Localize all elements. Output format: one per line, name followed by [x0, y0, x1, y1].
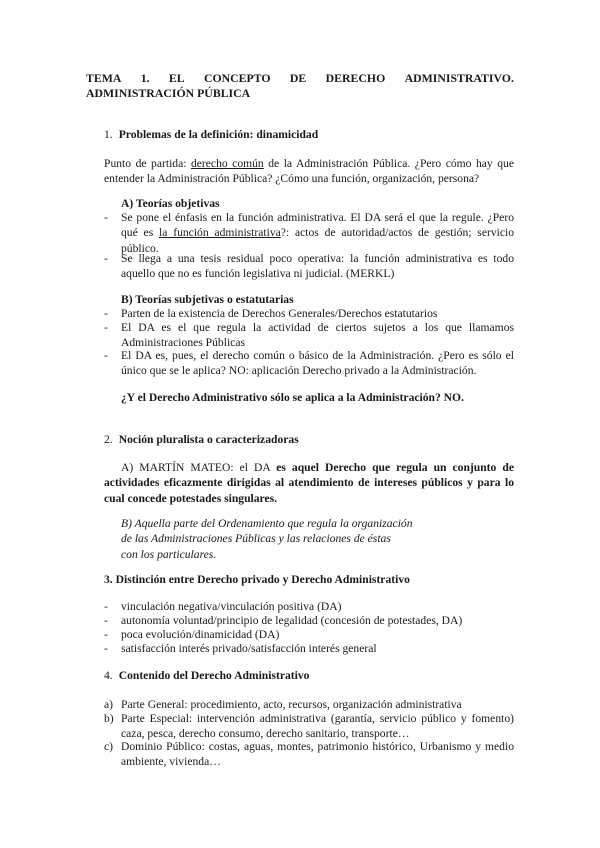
dash-marker: -: [104, 628, 108, 641]
list-marker: c): [104, 740, 114, 753]
section-2-definition-a: [104, 460, 514, 506]
section-number: 2.: [104, 433, 113, 446]
title-word: DERECHO: [325, 71, 386, 85]
section-1-intro: [104, 156, 514, 187]
list-marker: a): [104, 698, 114, 711]
list-item: [104, 641, 514, 656]
dash-marker: -: [104, 252, 108, 265]
definition-a-bold: es aquel Derecho que regula un conjunto de actividades eficazmente dirigidas al atendimiento de intereses públicos y para lo cual concede potestades singulares.: [104, 461, 514, 505]
dash-marker: -: [104, 642, 108, 655]
section-title: Contenido del Derecho Administrativo: [118, 669, 310, 682]
document-title: [86, 71, 514, 102]
list-item-text: El DA es, pues, el derecho común o básico de la Administración. ¿Pero es sólo el único que se le aplica? NO: aplicación Derecho privado a la Administración.: [121, 349, 514, 378]
subheading-teorias-objetivas: A) Teorías objetivas: [121, 197, 220, 210]
list-item-text: vinculación negativa/vinculación positiva (DA): [121, 600, 342, 613]
list-item-text: Se pone el énfasis en la función administrativa. El DA será el que la regule. ¿Pero qué es la función administrativa?: actos de autoridad/actos de gestión; servicio público.: [121, 211, 515, 255]
list-item: [104, 306, 514, 321]
title-line-2: ADMINISTRACIÓN PÚBLICA: [86, 86, 251, 101]
dash-marker: -: [104, 349, 108, 362]
list-item-text: Se llega a una tesis residual poco operativa: la función administrativa es todo aquello que no es función legislativa ni judicial. (MERKL): [121, 252, 514, 281]
list-item: [104, 627, 514, 642]
list-item: [104, 348, 514, 379]
intro-text: Punto de partida:: [104, 157, 191, 170]
subheading-teorias-subjetivas: B) Teorías subjetivas o estatutarias: [121, 293, 294, 306]
definition-b-line: de las Administraciones Públicas y las relaciones de éstas: [121, 532, 391, 546]
intro-text-rest: de la Administración Pública. ¿Pero cómo hay que entender la Administración Pública? ¿Cómo una función, organización, persona?: [104, 157, 514, 186]
list-item-text: poca evolución/dinamicidad (DA): [121, 628, 280, 641]
dash-marker: -: [104, 211, 108, 224]
title-word: EL: [168, 71, 185, 85]
list-item-text: satisfacción interés privado/satisfacción interés general: [121, 642, 377, 655]
dash-marker: -: [104, 321, 108, 334]
dash-marker: -: [104, 600, 108, 613]
section-title: Problemas de la definición: dinamicidad: [118, 128, 319, 141]
list-item-text: El DA es el que regula la actividad de ciertos sujetos a los que llamamos Administraciones Públicas: [121, 321, 514, 350]
list-item: [104, 613, 514, 628]
intro-underlined: derecho común: [190, 157, 264, 170]
section-number: 1.: [104, 128, 113, 141]
list-item: [104, 320, 514, 351]
list-marker: b): [104, 712, 114, 725]
title-word: 1.: [140, 71, 150, 85]
section-title: Noción pluralista o caracterizadoras: [118, 433, 299, 446]
list-item: [104, 251, 514, 282]
list-item-text: autonomía voluntad/principio de legalidad (concesión de potestades, DA): [121, 614, 463, 627]
title-line-1: [86, 71, 514, 86]
section-2-heading: [104, 432, 299, 447]
title-word: ADMINISTRATIVO.: [404, 71, 514, 85]
section-1-question: ¿Y el Derecho Administrativo sólo se aplica a la Administración? NO.: [121, 391, 464, 404]
title-word: CONCEPTO: [203, 71, 271, 85]
list-item-text: Parten de la existencia de Derechos Generales/Derechos estatutarios: [121, 307, 438, 320]
section-number: 4.: [104, 669, 113, 682]
definition-a-lead: A) MARTÍN MATEO: el DA: [121, 461, 277, 474]
list-item-text: Parte Especial: intervención administrativa (garantía, servicio público y fomento) caza, pesca, derecho consumo, derecho sanitario, transporte…: [121, 712, 514, 741]
title-word: DE: [289, 71, 307, 85]
section-1-heading: [104, 127, 318, 142]
definition-b-line: B) Aquella parte del Ordenamiento que regula la organización: [121, 517, 413, 530]
list-item: [104, 210, 514, 256]
list-item: [104, 697, 514, 712]
list-item-text: Parte General: procedimiento, acto, recursos, organización administrativa: [121, 698, 462, 711]
title-word: TEMA: [86, 71, 122, 85]
list-item-text: Dominio Público: costas, aguas, montes, patrimonio histórico, Urbanismo y medio ambiente, vivienda…: [121, 740, 514, 769]
list-item: [104, 711, 514, 742]
dash-marker: -: [104, 614, 108, 627]
list-item: [104, 599, 514, 614]
list-item: [104, 739, 514, 770]
section-2-definition-b: [121, 516, 413, 562]
section-4-heading: [104, 668, 309, 683]
section-3-heading: 3. Distinción entre Derecho privado y Derecho Administrativo: [104, 573, 410, 586]
dash-marker: -: [104, 307, 108, 320]
definition-b-line: con los particulares.: [121, 547, 217, 561]
